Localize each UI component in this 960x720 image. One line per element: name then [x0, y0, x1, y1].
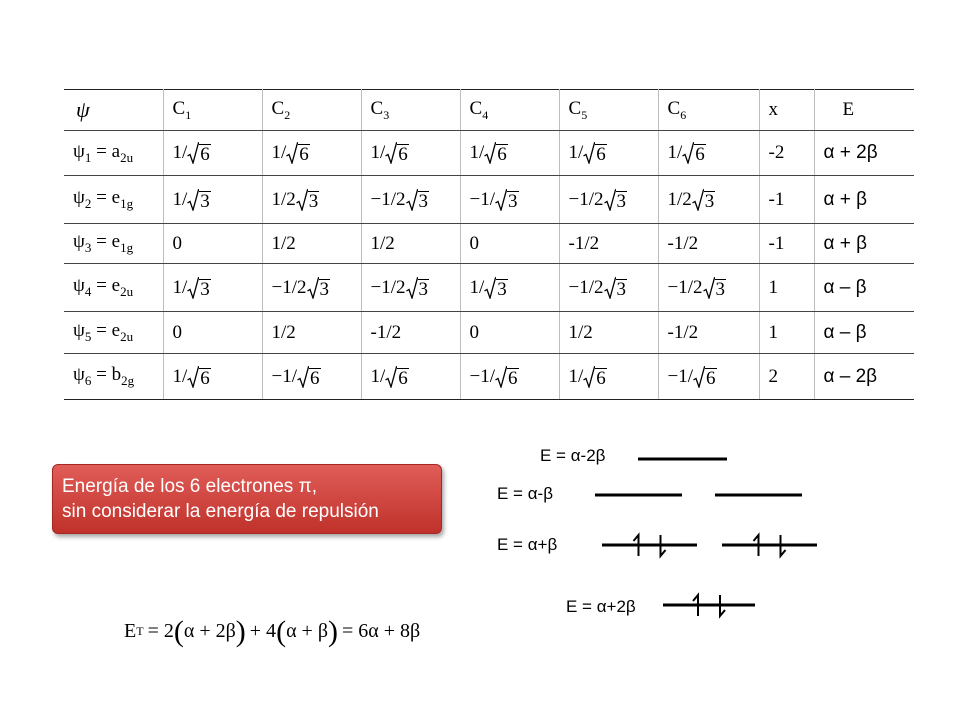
energy-cell: α + β: [814, 224, 914, 264]
eq-term-2: α + 2β: [183, 620, 236, 642]
level-label-a-plus-b: E = α+β: [497, 535, 558, 554]
coefficient-prefix: −1/2: [568, 276, 604, 298]
mo-label-cell: $\psi_1 = a_{2u}$: [64, 131, 163, 176]
coefficient-prefix: 1/: [469, 276, 485, 298]
coefficient-prefix: 1/: [172, 188, 188, 210]
x-value-cell: 2: [759, 354, 814, 400]
level-label-a-plus-2b: E = α+2β: [566, 597, 636, 616]
eq-term-3: + 4: [249, 620, 277, 642]
coefficient-cell: 0: [163, 312, 262, 354]
coefficient-cell: -1/2: [658, 224, 759, 264]
energy-subscript: T: [136, 624, 144, 638]
total-energy-equation: [124, 614, 421, 648]
x-value-cell: 1: [759, 264, 814, 312]
coefficient-cell: 1/2: [361, 224, 460, 264]
coefficient-prefix: −1/: [271, 365, 297, 387]
coefficient-cell: 0: [460, 312, 559, 354]
coefficient-prefix: 1/: [172, 276, 188, 298]
radicand: 3: [319, 278, 329, 300]
eq-term-5: = 6α + 8β: [342, 620, 421, 642]
level-label-a-minus-b: E = α-β: [497, 484, 553, 503]
coefficient-prefix: 1/: [568, 365, 584, 387]
eq-term-4: α + β: [286, 620, 328, 642]
coefficient-cell: -1/2: [658, 312, 759, 354]
energy-symbol: E: [124, 620, 137, 642]
radicand: 6: [695, 144, 705, 165]
radicand: 3: [704, 190, 715, 212]
coefficient-prefix: 1/: [469, 142, 485, 163]
header-cell: $C_6$: [658, 90, 759, 131]
coefficient-cell: -1/2: [361, 312, 460, 354]
mo-label-cell: $\psi_4 = e_{2u}$: [64, 264, 163, 312]
coefficient-prefix: 1/: [172, 142, 188, 163]
coefficient-prefix: −1/: [469, 188, 495, 210]
level-label-a-minus-2b: E = α-2β: [540, 446, 606, 465]
radicand: 3: [497, 278, 507, 300]
coefficient-prefix: 1/: [172, 365, 188, 387]
coefficient-prefix: −1/2: [370, 276, 406, 298]
energy-cell: α + β: [814, 176, 914, 224]
coefficient-prefix: −1/: [667, 365, 693, 387]
coefficient-prefix: −1/2: [568, 188, 604, 210]
header-cell: $C_1$: [163, 90, 262, 131]
radicand: 3: [308, 190, 319, 212]
coefficient-prefix: 1/: [370, 142, 386, 163]
coefficient-prefix: 1/2: [667, 188, 692, 210]
label-line-2: sin considerar la energía de repulsión: [62, 501, 379, 522]
header-cell: $C_2$: [262, 90, 361, 131]
coefficient-cell: 1/2: [262, 312, 361, 354]
radicand: 3: [715, 278, 725, 300]
header-cell: $C_4$: [460, 90, 559, 131]
radicand: 3: [616, 278, 626, 300]
coefficient-prefix: 1/: [370, 365, 386, 387]
mo-label-cell: $\psi_5 = e_{2u}$: [64, 312, 163, 354]
x-value-cell: 1: [759, 312, 814, 354]
header-cell: E: [814, 90, 914, 131]
radicand: 6: [497, 144, 507, 165]
radicand: 3: [200, 190, 210, 212]
coefficient-cell: 1/2: [559, 312, 658, 354]
coefficient-prefix: −1/2: [370, 188, 406, 210]
radicand: 3: [418, 190, 428, 212]
energy-cell: α – 2β: [814, 354, 914, 400]
header-cell: $C_5$: [559, 90, 658, 131]
header-cell: ψ: [64, 90, 163, 131]
mo-label-cell: $\psi_6 = b_{2g}$: [64, 354, 163, 400]
x-value-cell: -1: [759, 224, 814, 264]
radicand: 3: [508, 190, 518, 212]
label-line-1: Energía de los 6 electrones π,: [62, 476, 317, 497]
radicand: 6: [596, 367, 606, 389]
energy-cell: α + 2β: [814, 131, 914, 176]
radicand: 3: [200, 278, 210, 300]
radicand: 6: [706, 367, 716, 389]
coefficient-cell: -1/2: [559, 224, 658, 264]
radicand: 6: [398, 144, 408, 165]
coefficient-prefix: 1/: [568, 142, 584, 163]
coefficient-prefix: 1/2: [271, 188, 296, 210]
coefficient-cell: 0: [163, 224, 262, 264]
radicand: 3: [418, 278, 428, 300]
coefficient-prefix: −1/: [469, 365, 495, 387]
paren-close-1: ): [235, 614, 246, 648]
radicand: 6: [508, 367, 518, 389]
eq-term-1: = 2: [147, 620, 174, 642]
radicand: 6: [398, 367, 408, 389]
radicand: 6: [596, 144, 606, 165]
header-cell: x: [759, 90, 814, 131]
paren-open-2: (: [276, 614, 287, 648]
coefficient-prefix: −1/2: [271, 276, 307, 298]
paren-close-2: ): [328, 614, 338, 648]
coefficient-prefix: 1/: [271, 142, 287, 163]
radicand: 6: [200, 144, 210, 165]
radicand: 3: [616, 190, 626, 212]
energy-cell: α – β: [814, 264, 914, 312]
radicand: 6: [310, 367, 320, 389]
x-value-cell: -1: [759, 176, 814, 224]
mo-label-cell: $\psi_3 = e_{1g}$: [64, 224, 163, 264]
radicand: 6: [299, 144, 309, 165]
coefficient-prefix: −1/2: [667, 276, 703, 298]
coefficient-prefix: 1/: [667, 142, 683, 163]
x-value-cell: -2: [759, 131, 814, 176]
header-cell: $C_3$: [361, 90, 460, 131]
paren-open-1: (: [173, 614, 184, 648]
energy-cell: α – β: [814, 312, 914, 354]
mo-label-cell: $\psi_2 = e_{1g}$: [64, 176, 163, 224]
coefficient-cell: 1/2: [262, 224, 361, 264]
radicand: 6: [200, 367, 210, 389]
coefficient-cell: 0: [460, 224, 559, 264]
